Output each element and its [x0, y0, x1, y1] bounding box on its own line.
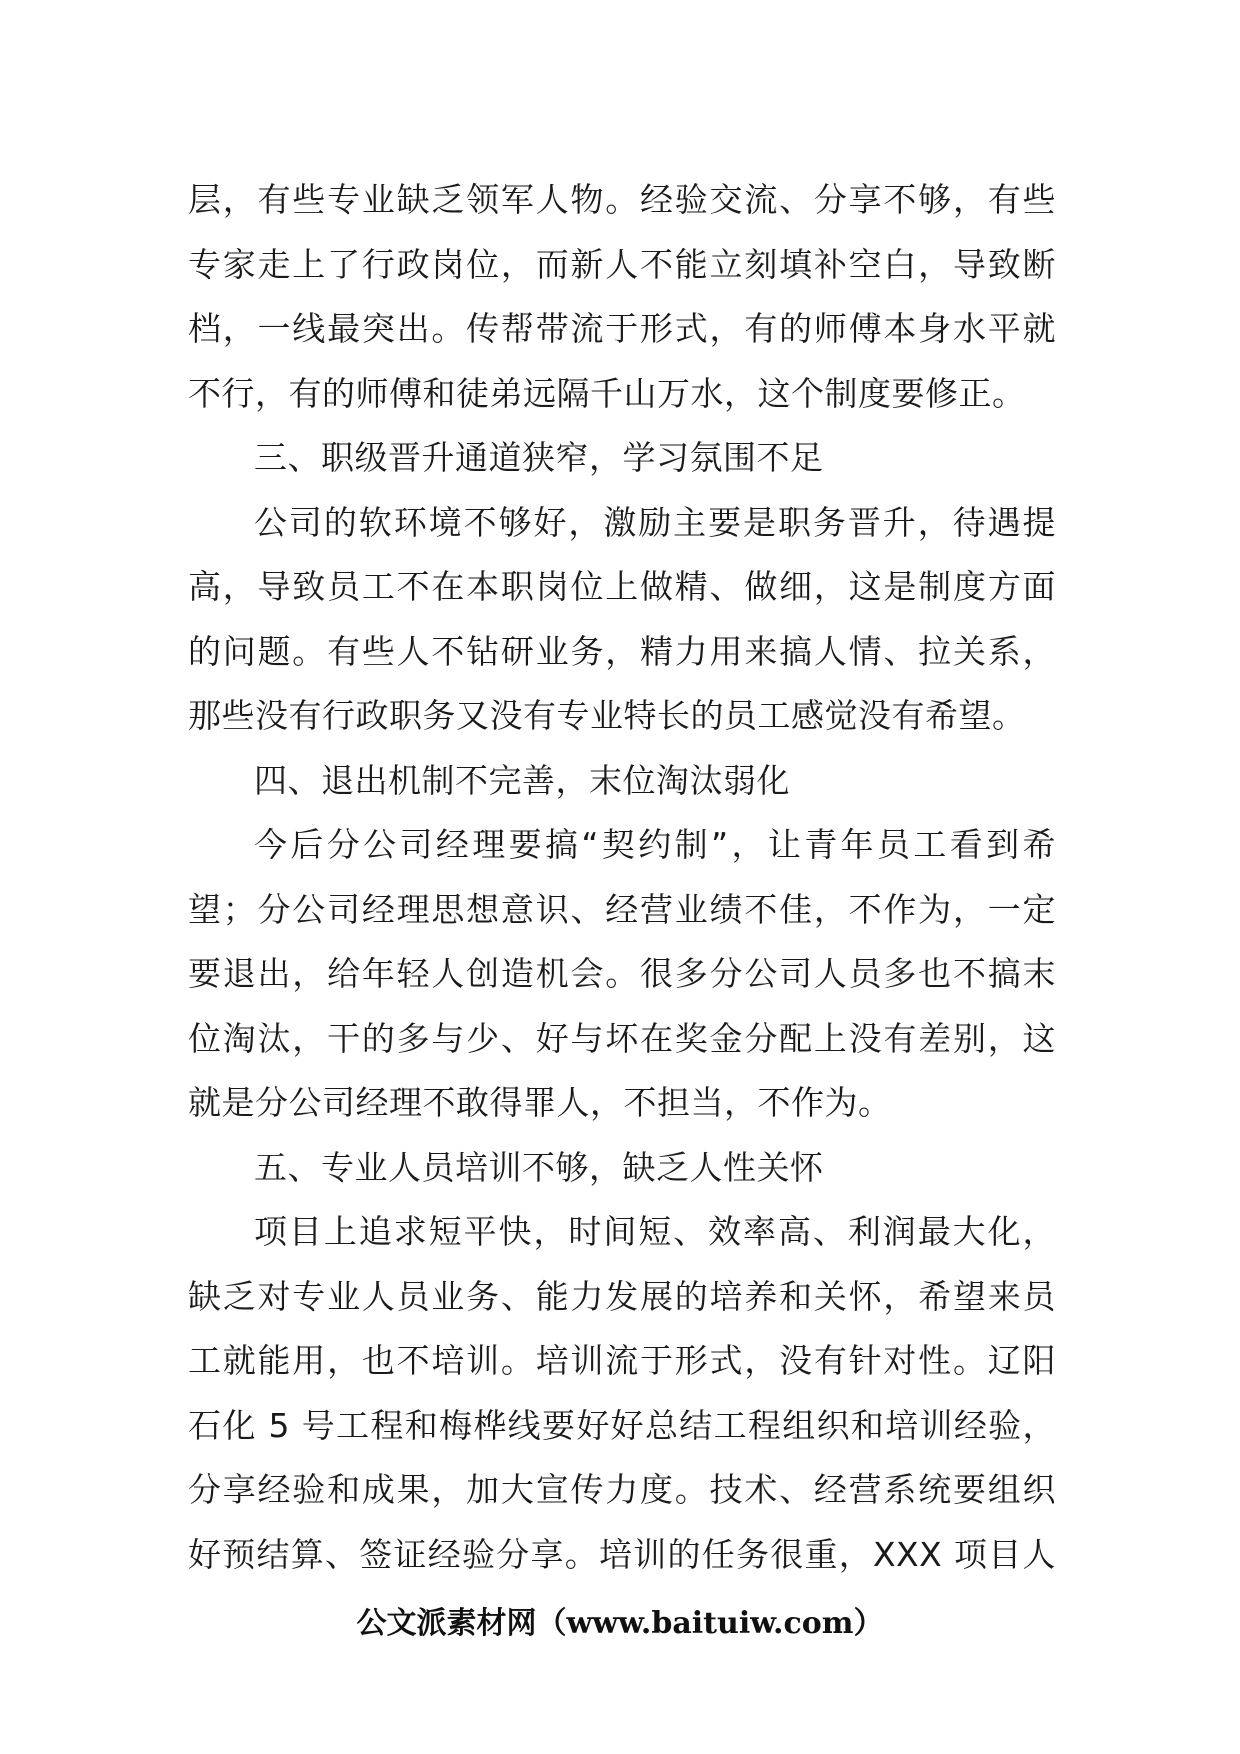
- section-3-paragraph: [188, 491, 1056, 749]
- text-line: 望；分公司经理思想意识、经营业绩不佳，不作为，一定: [188, 889, 1056, 929]
- text-line: 石化 5 号工程和梅桦线要好好总结工程组织和培训经验，: [188, 1405, 1056, 1445]
- text-line: 层，有些专业缺乏领军人物。经验交流、分享不够，有些: [188, 180, 1056, 219]
- section-heading-4: 四、退出机制不完善，末位淘汰弱化: [254, 760, 790, 800]
- section-heading-5: 五、专业人员培训不够，缺乏人性关怀: [254, 1147, 824, 1187]
- footer-watermark: 公文派素材网（www.baituiw.com）: [356, 1606, 884, 1641]
- text-line: 位淘汰，干的多与少、好与坏在奖金分配上没有差别，这: [188, 1018, 1056, 1058]
- paragraph-continued: [188, 168, 1056, 426]
- text-line: 就是分公司经理不敢得罪人，不担当，不作为。: [188, 1083, 892, 1122]
- section-heading-3: 三、职级晋升通道狭窄，学习氛围不足: [254, 438, 824, 477]
- text-line: 项目上追求短平快，时间短、效率高、利润最大化，: [254, 1212, 1056, 1251]
- text-line: 不行，有的师傅和徒弟远隔千山万水，这个制度要修正。: [188, 373, 1026, 413]
- section-5-paragraph: [188, 1200, 1056, 1587]
- text-line: 要退出，给年轻人创造机会。很多分公司人员多也不搞末: [188, 954, 1056, 993]
- text-line: 今后分公司经理要搞“契约制”，让青年员工看到希: [254, 825, 1056, 864]
- document-body: [188, 168, 1056, 1587]
- section-4-paragraph: [188, 813, 1056, 1136]
- text-line: 工就能用，也不培训。培训流于形式，没有针对性。辽阳: [188, 1341, 1056, 1380]
- text-line: 专家走上了行政岗位，而新人不能立刻填补空白，导致断: [188, 244, 1056, 284]
- text-line: 公司的软环境不够好，激励主要是职务晋升，待遇提: [254, 502, 1056, 542]
- text-line: 缺乏对专业人员业务、能力发展的培养和关怀，希望来员: [188, 1276, 1056, 1316]
- text-line: 的问题。有些人不钻研业务，精力用来搞人情、拉关系，: [188, 631, 1056, 671]
- text-line: 档，一线最突出。传帮带流于形式，有的师傅本身水平就: [188, 309, 1056, 348]
- text-line: 那些没有行政职务又没有专业特长的员工感觉没有希望。: [188, 696, 1026, 735]
- text-line: 分享经验和成果，加大宣传力度。技术、经营系统要组织: [188, 1470, 1056, 1509]
- text-line: 高，导致员工不在本职岗位上做精、做细，这是制度方面: [188, 567, 1056, 606]
- text-line: 好预结算、签证经验分享。培训的任务很重，XXX 项目人: [188, 1534, 1056, 1574]
